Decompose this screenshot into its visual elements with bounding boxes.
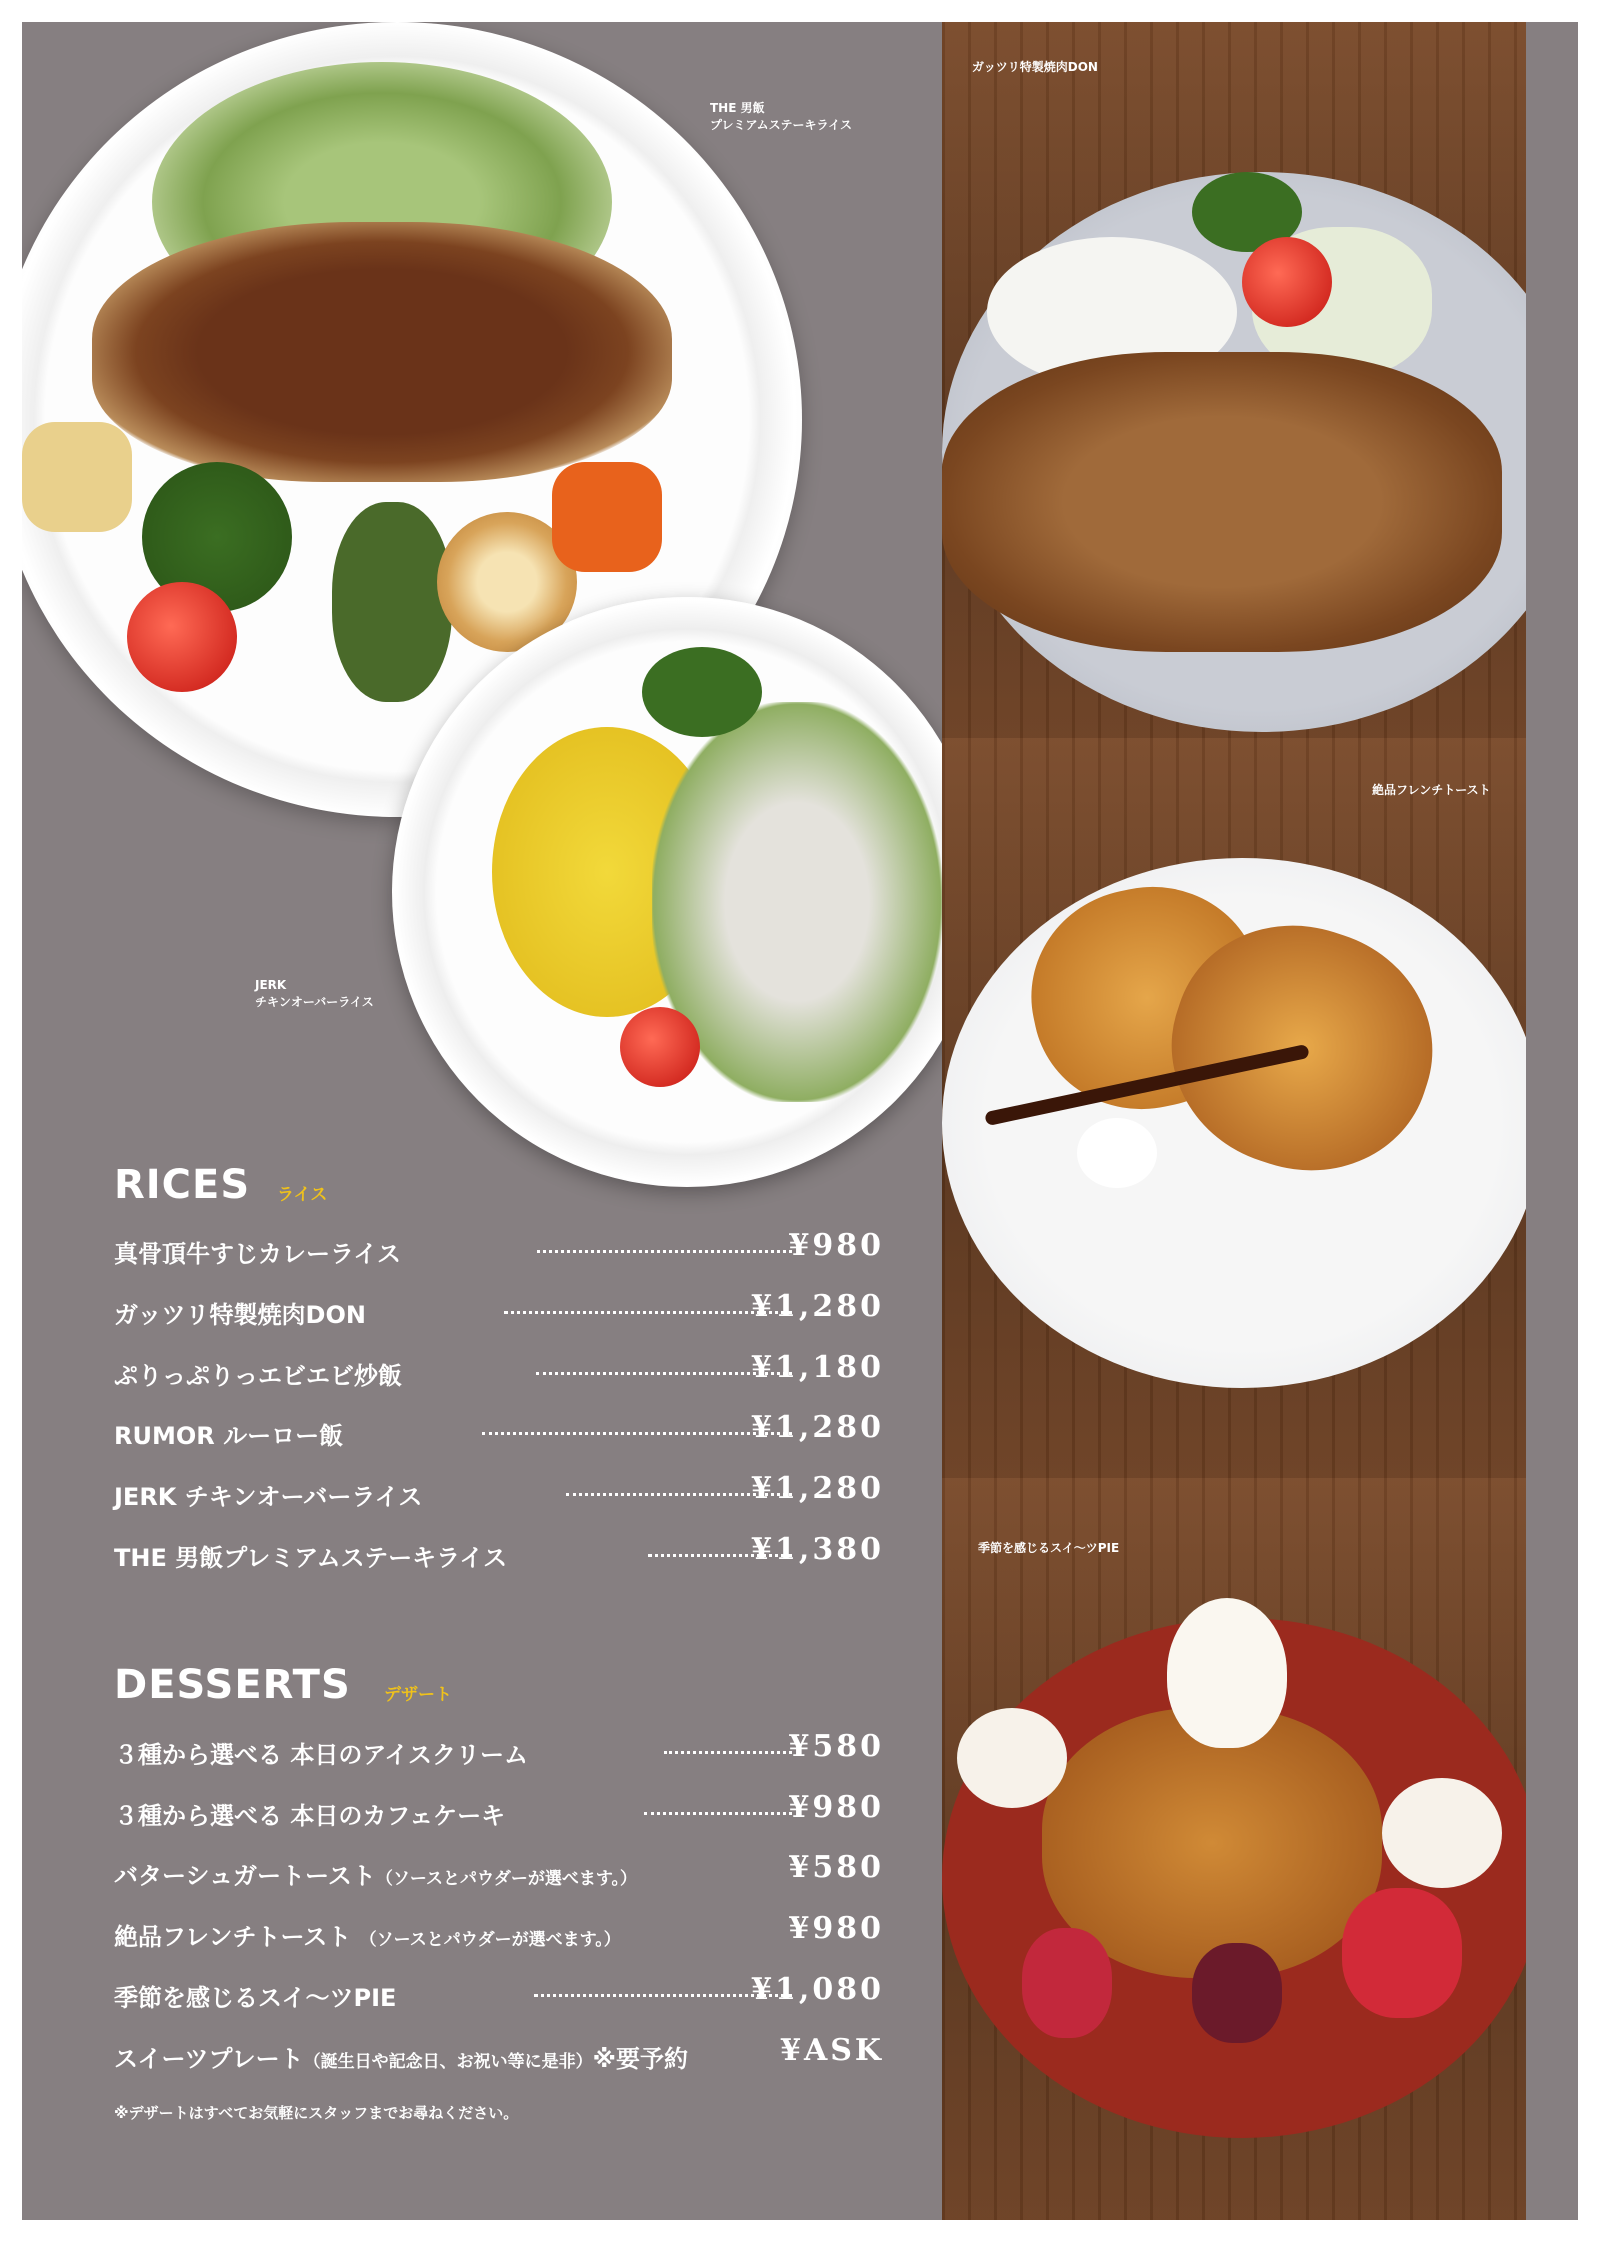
item-name: JERK チキンオーバーライス — [114, 1483, 423, 1511]
jerk-rice-caption: JERK チキンオーバーライス — [255, 978, 374, 1009]
item-note: （ソースとパウダーが選べます。） — [375, 1869, 637, 1889]
item-note: （ソースとパウダーが選べます。） — [359, 1930, 621, 1950]
pie-photo — [942, 1478, 1526, 2220]
dessert-footnote: ※デザートはすべてお気軽にスタッフまでお尋ねください。 — [114, 2104, 519, 2122]
menu-item — [114, 1729, 884, 1769]
menu-item — [114, 1228, 884, 1268]
item-price: ¥1,180 — [751, 1350, 884, 1385]
reservation-required: ※要予約 — [592, 2045, 688, 2073]
menu-item — [114, 1471, 884, 1511]
french-toast-caption: 絶品フレンチトースト — [1372, 783, 1491, 797]
item-price: ¥580 — [788, 1850, 884, 1885]
leader-dots — [537, 1250, 792, 1253]
menu-item — [114, 1410, 884, 1450]
menu-item — [114, 1790, 884, 1830]
item-name: 真骨頂牛すじカレーライス — [114, 1240, 402, 1268]
item-title: バターシュガートースト — [114, 1862, 376, 1890]
desserts-title: DESSERTS — [114, 1662, 351, 1708]
item-note: （誕生日や記念日、お祝い等に是非） — [303, 2052, 593, 2072]
item-name: ぷりっぷりっエビエビ炒飯 — [114, 1362, 402, 1390]
item-price: ¥ASK — [780, 2033, 884, 2068]
item-price: ¥980 — [788, 1228, 884, 1263]
item-name: ガッツリ特製焼肉DON — [114, 1301, 366, 1329]
leader-dots — [644, 1812, 792, 1815]
rices-subtitle: ライス — [277, 1185, 328, 1205]
steak-rice-caption: THE 男飯 プレミアムステーキライス — [710, 101, 852, 132]
menu-item — [114, 1532, 884, 1572]
menu-item — [114, 2033, 884, 2073]
rices-title: RICES — [114, 1162, 251, 1208]
item-price: ¥1,280 — [751, 1289, 884, 1324]
item-price: ¥980 — [788, 1911, 884, 1946]
dessert-photo-column — [942, 22, 1526, 2220]
menu-item — [114, 1350, 884, 1390]
leader-dots — [664, 1751, 792, 1754]
item-name — [114, 1856, 637, 1891]
item-name: 季節を感じるスイ〜ツPIE — [114, 1984, 397, 2012]
item-price: ¥1,380 — [751, 1532, 884, 1567]
yakiniku-photo — [942, 22, 1526, 738]
item-price: ¥980 — [788, 1790, 884, 1825]
item-price: ¥1,280 — [751, 1471, 884, 1506]
yakiniku-caption: ガッツリ特製焼肉DON — [972, 60, 1098, 74]
item-name: THE 男飯プレミアムステーキライス — [114, 1544, 508, 1572]
french-toast-photo — [942, 738, 1526, 1478]
item-name — [114, 1917, 621, 1952]
pie-caption: 季節を感じるスイ〜ツPIE — [978, 1541, 1120, 1555]
item-price: ¥1,080 — [751, 1972, 884, 2007]
leader-dots — [504, 1311, 792, 1314]
menu-item — [114, 1850, 884, 1890]
menu-page — [22, 22, 1578, 2220]
item-name — [114, 2039, 688, 2074]
desserts-subtitle: デザート — [384, 1685, 452, 1705]
item-name: RUMOR ルーロー飯 — [114, 1422, 344, 1450]
menu-item — [114, 1972, 884, 2012]
menu-item — [114, 1289, 884, 1329]
item-title: 絶品フレンチトースト — [114, 1923, 352, 1951]
item-price: ¥1,280 — [751, 1410, 884, 1445]
item-name: ３種から選べる 本日のアイスクリーム — [114, 1741, 528, 1769]
item-title: スイーツプレート — [114, 2045, 304, 2073]
item-name: ３種から選べる 本日のカフェケーキ — [114, 1802, 506, 1830]
item-price: ¥580 — [788, 1729, 884, 1764]
leader-dots — [482, 1432, 792, 1435]
menu-item — [114, 1911, 884, 1951]
